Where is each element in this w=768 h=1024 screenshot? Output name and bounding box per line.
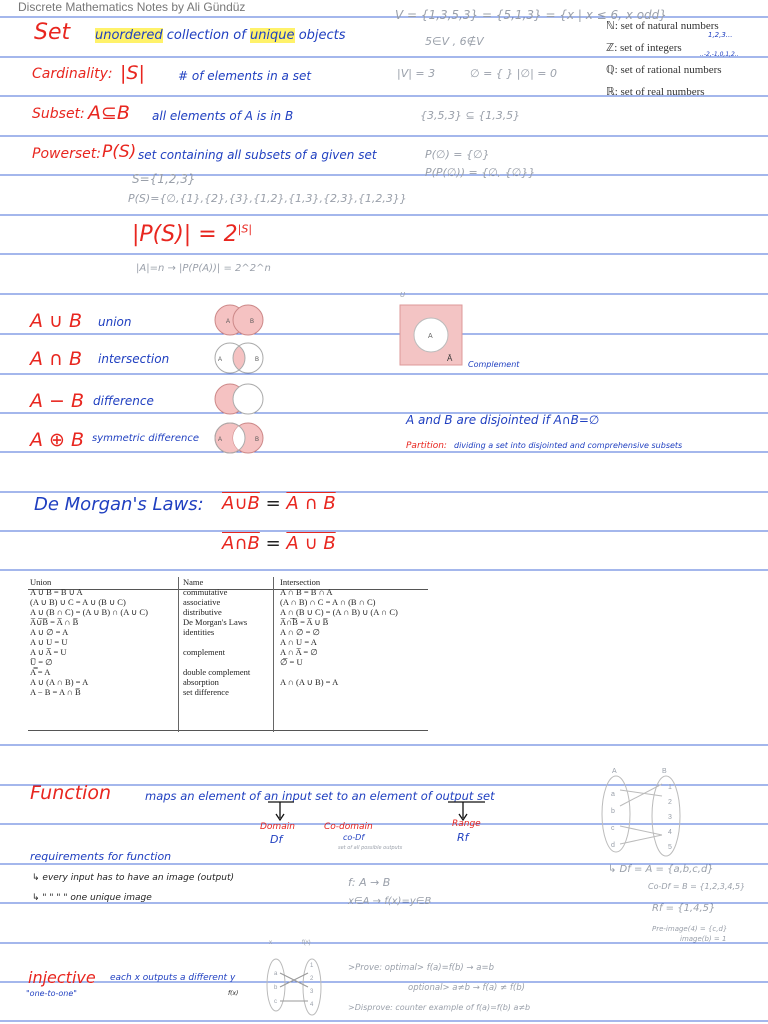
requirements-heading: requirements for function [30,850,172,863]
svg-text:B: B [255,357,260,363]
difference-word: difference [93,394,154,408]
table-header-name: Name [183,577,204,587]
codomain-label: Co-domain [324,822,373,832]
table-cell: U̅ = ∅ [30,657,53,667]
demorgan1-lhs: A∪B [222,493,260,514]
injective-left-b: b [274,985,278,991]
subset-def: all elements of A is in B [152,109,294,123]
powerset-powerset-empty-example: P(P(∅)) = {∅, {∅}} [425,166,536,179]
page-title: Discrete Mathematics Notes by Ali Gündüz [18,0,246,14]
table-cell: ∅̅ = U [280,657,303,667]
element-d: d [611,842,615,849]
table-header-union: Union [30,577,52,587]
demorgan2-eq: = [265,533,281,554]
naturals-desc: : set of natural numbers [614,20,719,32]
naturals-note: 1,2,3... [708,31,733,39]
requirement-1: ↳ every input has to have an image (output) [32,873,234,883]
demorgan2-rhs: A ∪ B [286,533,336,554]
subset-example: {3,5,3} ⊆ {1,3,5} [420,109,521,122]
integers-desc: : set of integers [614,42,682,54]
table-cell: A ∩ (A ∪ B) = A [280,677,339,687]
table-cell: A ∪ (B ∩ C) = (A ∪ B) ∩ (A ∪ C) [30,607,148,617]
codomain-symbol: co-Df [343,833,365,842]
injective-left-c: c [274,999,277,1005]
powerset-cardinality [132,222,252,247]
naturals-symbol: ℕ [606,20,615,32]
element-3: 3 [668,814,672,821]
table-cell [280,667,398,677]
preimage-example: Pre-image(4) = {c,d} [652,925,728,933]
powerset-note: |A|=n → |P(P(A))| = 2^2^n [136,263,271,274]
element-2: 2 [668,799,672,806]
subset-symbol: A⊆B [88,102,130,124]
table-cell: (A ∪ B) ∪ C = A ∪ (B ∪ C) [30,597,126,607]
element-5: 5 [668,844,672,851]
powerset-example-s: S={1,2,3} [132,172,196,186]
svg-text:A: A [218,437,223,443]
table-cell [280,687,398,697]
prove-line: >Prove: optimal> f(a)=f(b) → a=b [348,963,494,973]
injective-term: injective [28,968,96,987]
powerset-term: Powerset: [32,146,101,162]
svg-text:Ā: Ā [447,354,453,363]
reals-desc: : set of real numbers [614,86,705,98]
table-cell: (A ∩ B) ∩ C = A ∩ (B ∩ C) [280,597,376,607]
table-cell: A ∪ (A ∩ B) = A [30,677,89,687]
table-cell: associative [183,597,221,607]
intersection-symbol: A ∩ B [30,348,83,370]
function-def: maps an element of an input set to an element of output set [145,789,495,803]
prove-line-2: optional> a≠b → f(a) ≠ f(b) [408,983,525,993]
powerset-example-ps: P(S)={∅,{1},{2},{3},{1,2},{1,3},{2,3},{1,2,3}} [128,192,407,205]
table-cell: absorption [183,677,219,687]
empty-set-example: ∅ = { } |∅| = 0 [470,67,557,80]
table-cell: commutative [183,587,228,597]
rationals-desc: : set of rational numbers [614,64,722,76]
range-symbol: Rf [457,831,469,844]
element-c: c [611,825,615,832]
demorgan1-rhs: A ∩ B [286,493,336,514]
cardinality-symbol: |S| [120,62,145,84]
set-def-mid: collection of [166,28,246,43]
table-cell: A ∪ U = U [30,637,68,647]
codomain-note: set of all possible outputs [338,845,403,851]
table-cell: A̅∩̅B̅ = A̅ ∪ B̅ [280,617,329,627]
intersection-word: intersection [98,352,170,366]
one-to-one-label: "one-to-one" [26,989,77,998]
table-cell [183,657,250,667]
svg-text:A: A [428,333,433,340]
svg-text:B: B [255,437,260,443]
number-set-reals [606,85,705,98]
range-label: Range [452,819,481,829]
disjoint-definition: A and B are disjointed if A∩B=∅ [406,413,600,427]
requirement-2: ↳ " " " " one unique image [32,893,152,903]
injective-right-2: 2 [310,976,314,982]
venn-union [215,305,263,335]
disprove-line: >Disprove: counter example of f(a)=f(b) a≠b [348,1003,531,1012]
cardinality-example: |V| = 3 [397,67,436,80]
image-example: image(b) = 1 [680,935,727,943]
table-cell: A ∩ (B ∪ C) = (A ∩ B) ∪ (A ∩ C) [280,607,398,617]
table-cell: A̿ = A [30,667,51,677]
codomain-example: Co-Df = B = {1,2,3,4,5} [648,882,746,891]
domain-symbol: Df [270,833,283,846]
range-example: Rf = {1,4,5} [652,903,716,914]
membership-example: 5∈V , 6∉V [425,35,484,48]
symmetric-difference-word: symmetric difference [92,433,199,444]
injective-diagram [262,945,332,1020]
element-a: a [611,791,615,798]
powerset-symbol: P(S) [102,142,137,162]
svg-text:B: B [250,319,255,325]
function-term: Function [30,782,112,804]
injective-left-a: a [274,971,278,977]
powerset-cardinality-exp: |S| [237,222,253,236]
set-def-unique: unique [249,28,295,43]
cardinality-term: Cardinality: [32,66,113,82]
element-1: 1 [668,784,672,791]
demorgan1-eq: = [265,493,281,514]
set-term: Set [34,20,71,45]
table-cell: A ∩ U = A [280,637,317,647]
demorgan2-lhs: A∩B [222,533,260,554]
number-set-integers [606,41,682,54]
venn-intersection [215,343,263,373]
reals-symbol: ℝ [606,86,615,98]
function-set-a-label: A [612,768,617,775]
powerset-empty-example: P(∅) = {∅} [425,148,490,161]
table-cell: identities [183,627,215,637]
set-def-post: objects [298,28,346,43]
subset-term: Subset: [32,106,85,122]
universe-label: U [400,291,406,299]
table-header-intersection: Intersection [280,577,321,587]
complement-word: Complement [468,360,520,369]
integers-symbol: ℤ [606,42,615,54]
rationals-symbol: ℚ [606,64,615,76]
element-b: b [611,808,615,815]
demorgan-title: De Morgan's Laws: [34,494,204,515]
union-symbol: A ∪ B [30,310,83,332]
domain-label: Domain [260,822,295,832]
domain-example: ↳ Df = A = {a,b,c,d} [608,864,714,875]
injective-x-label: x [269,940,272,946]
venn-difference [215,384,263,414]
table-cell: double complement [183,667,251,677]
powerset-def: set containing all subsets of a given set [138,148,377,162]
table-cell: complement [183,647,226,657]
partition-def: dividing a set into disjointed and comprehensive subsets [454,441,683,450]
venn-diagrams [200,300,290,460]
number-set-rationals [606,63,722,76]
table-cell: A ∪ B = B ∪ A [30,587,83,597]
partition-term: Partition: [406,441,447,451]
injective-right-3: 3 [310,989,314,995]
injective-fx-label: f(x) [302,940,311,946]
symmetric-difference-symbol: A ⊕ B [30,429,85,451]
element-4: 4 [668,829,672,836]
table-cell [183,637,250,647]
complement-diagram [395,293,475,373]
venn-symmetric-difference [215,423,263,453]
cardinality-def: # of elements in a set [178,69,312,83]
table-cell: A ∩ A̅ = ∅ [280,647,318,657]
svg-text:A: A [218,357,223,363]
svg-text:A: A [226,319,231,325]
table-cell: A ∪ ∅ = A [30,627,69,637]
function-set-b-label: B [662,768,667,775]
mapping-example-1: f: A → B [348,876,391,889]
set-example: V = {1,3,5,3} = {5,1,3} = {x | x ≤ 6, x odd} [395,8,667,22]
function-mapping-diagram [590,768,690,858]
table-cell: A ∩ B = B ∩ A [280,587,333,597]
injective-def: each x outputs a different y [110,973,236,983]
table-cell: distributive [183,607,222,617]
powerset-cardinality-base: |P(S)| = 2 [132,222,238,247]
table-cell: De Morgan's Laws [183,617,248,627]
integers-note: ..-2,-1,0,1,2.. [700,51,739,58]
set-def-unordered: unordered [95,28,163,43]
number-set-naturals [606,19,719,32]
table-cell: A ∩ ∅ = ∅ [280,627,320,637]
table-cell: A − B = A ∩ B̅ [30,687,81,697]
injective-right-4: 4 [310,1002,314,1008]
table-cell: set difference [183,687,229,697]
union-word: union [98,315,132,329]
table-cell: A̅∪̅B̅ = A̅ ∩ B̅ [30,617,79,627]
difference-symbol: A − B [30,390,85,412]
table-cell: A ∪ A̅ = U [30,647,67,657]
set-laws-table [28,577,428,733]
injective-right-1: 1 [310,963,314,969]
mapping-example-2: x∈A → f(x)=y∈B [348,896,432,907]
injective-fx-bottom: f(x) [228,990,239,997]
